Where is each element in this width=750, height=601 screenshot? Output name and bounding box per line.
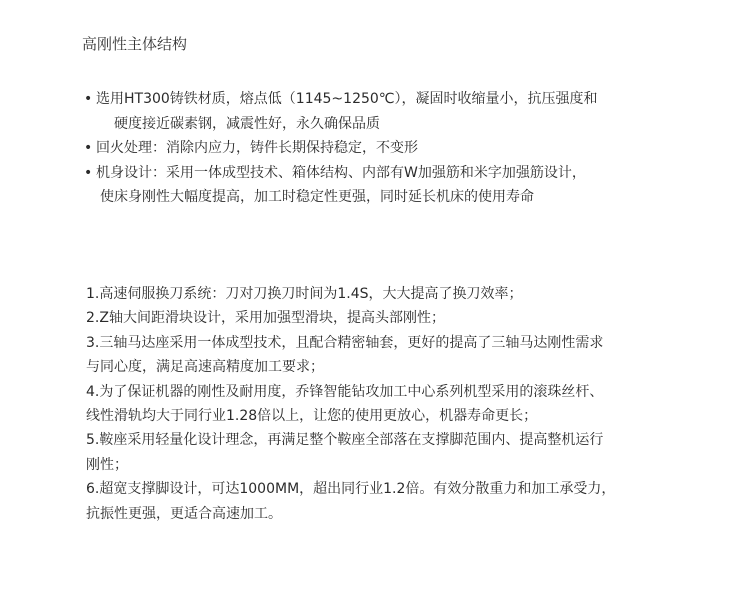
feature-line: 1.高速伺服换刀系统：刀对刀换刀时间为1.4S，大大提高了换刀效率； [86, 286, 523, 302]
feature-item-tool-change [86, 282, 716, 306]
feature-line: 与同心度，满足高速高精度加工要求； [86, 359, 324, 376]
feature-numbered-list [86, 282, 716, 526]
bullet-line: 机身设计：采用一体成型技术、箱体结构、内部有W加强筋和米字加强筋设计， [96, 164, 586, 181]
bullet-line: 选用HT300铸铁材质，熔点低（1145~1250℃），凝固时收缩量小，抗压强度和 [96, 91, 598, 107]
feature-line: 4.为了保证机器的刚性及耐用度，乔锋智能钻攻加工中心系列机型采用的滚珠丝杆、 [86, 383, 604, 400]
bullet-line: 回火处理：消除内应力，铸件长期保持稳定，不变形 [96, 140, 418, 156]
bullet-dot-icon: • [84, 140, 93, 156]
feature-item-motor-seat [86, 331, 716, 380]
feature-item-ball-screw [86, 380, 716, 429]
feature-line: 2.Z轴大间距滑块设计，采用加强型滑块，提高头部刚性； [86, 310, 445, 327]
bullet-item-tempering [80, 136, 720, 161]
bullet-dot-icon: • [84, 91, 93, 107]
feature-line: 3.三轴马达座采用一体成型技术，且配合精密轴套，更好的提高了三轴马达刚性需求 [86, 334, 604, 351]
bullet-dot-icon: • [84, 164, 93, 181]
feature-line: 5.鞍座采用轻量化设计理念，再满足整个鞍座全部落在支撑脚范围内、提高整机运行 [86, 432, 604, 449]
bullet-line: 硬度接近碳素钢，减震性好，永久确保品质 [114, 115, 380, 132]
feature-item-support-feet [86, 477, 716, 526]
feature-line: 刚性； [86, 456, 128, 473]
structure-bullet-list [80, 87, 720, 210]
feature-item-saddle [86, 428, 716, 477]
feature-line: 抗振性更强，更适合高速加工。 [86, 505, 282, 522]
feature-item-z-axis [86, 306, 716, 330]
bullet-line: 使床身刚性大幅度提高，加工时稳定性更强，同时延长机床的使用寿命 [100, 189, 534, 205]
feature-line: 线性滑轨均大于同行业1.28倍以上，让您的使用更放心，机器寿命更长； [86, 408, 538, 425]
bullet-item-body-design [80, 161, 720, 210]
section-title: 高刚性主体结构 [82, 35, 188, 53]
bullet-item-material [80, 87, 720, 136]
feature-line: 6.超宽支撑脚设计，可达1000MM，超出同行业1.2倍。有效分散重力和加工承受力， [86, 481, 616, 498]
